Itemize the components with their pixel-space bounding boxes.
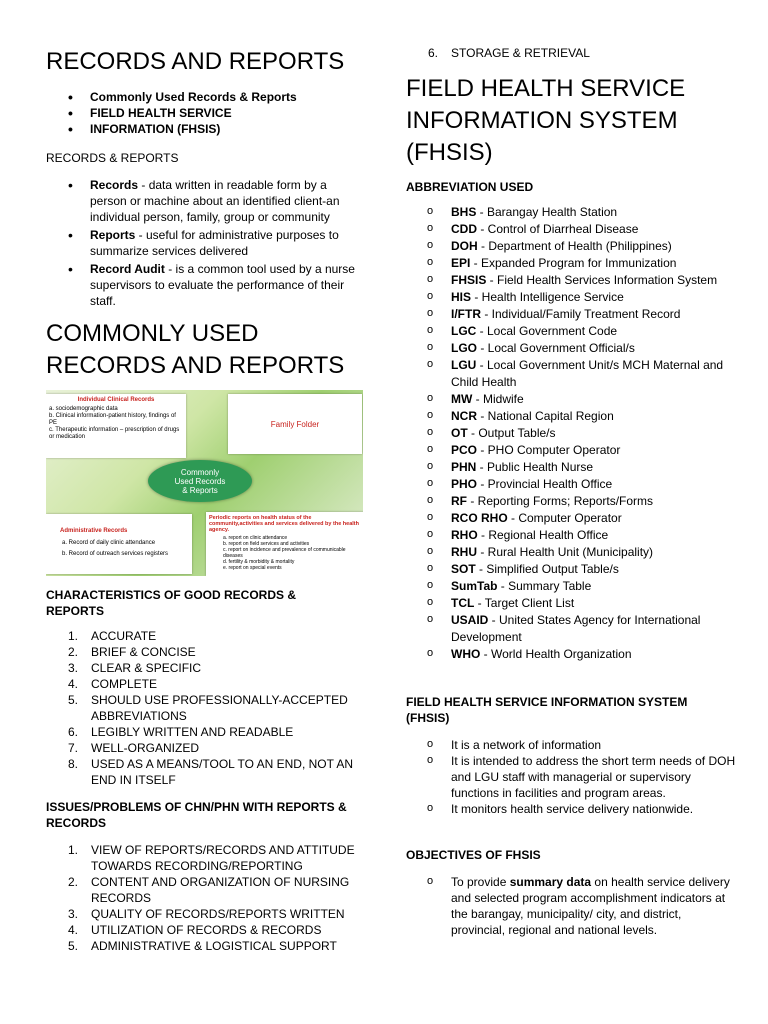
list-item: o LGO - Local Government Official/s	[406, 340, 736, 357]
list-item: o HIS - Health Intelligence Service	[406, 289, 736, 306]
center-ellipse: Commonly Used Records & Reports	[148, 460, 252, 502]
list-item: 6. LEGIBLY WRITTEN AND READABLE	[68, 725, 294, 739]
list-item: 3. QUALITY OF RECORDS/REPORTS WRITTEN	[68, 907, 345, 921]
list-item: • Commonly Used Records & Reports	[46, 89, 366, 105]
list-item: o FHSIS - Field Health Services Information System	[406, 272, 736, 289]
fhsis-title: FIELD HEALTH SERVICE INFORMATION SYSTEM (FHSIS)	[406, 75, 686, 166]
list-item: o To provide summary data on health service delivery and selected program accomplishment indicators at the barangay, municipality/ city, and district, provincial, regional and national levels.	[406, 874, 736, 938]
list-item: 2. BRIEF & CONCISE	[68, 645, 196, 659]
list-item: o LGC - Local Government Code	[406, 323, 736, 340]
list-item: o NCR - National Capital Region	[406, 408, 736, 425]
commonly-used-records-diagram	[46, 390, 363, 576]
intro-bullets	[46, 89, 366, 137]
list-item: o PHN - Public Health Nurse	[406, 459, 736, 476]
list-item: o RHO - Regional Health Office	[406, 527, 736, 544]
administrative-records-box: Administrative Records a. Record of daily clinic attendance b. Record of outreach services registers	[46, 514, 192, 574]
records-reports-list	[46, 177, 366, 309]
list-item: o RHU - Rural Health Unit (Municipality)	[406, 544, 736, 561]
list-item: • Records - data written in readable form by a person or machine about an identified client-an individual person, family, group or community	[46, 177, 366, 225]
list-item: 3. CLEAR & SPECIFIC	[68, 661, 202, 675]
storage-list	[406, 45, 746, 61]
list-item: o EPI - Expanded Program for Immunization	[406, 255, 736, 272]
list-item: o MW - Midwife	[406, 391, 736, 408]
section-heading-fhsis: FIELD HEALTH SERVICE INFORMATION SYSTEM (FHSIS)	[406, 695, 688, 725]
section-heading-abbreviations: ABBREVIATION USED	[406, 180, 534, 194]
page-title: RECORDS AND REPORTS	[46, 48, 345, 75]
section-heading-records-reports: RECORDS & REPORTS	[46, 151, 179, 165]
abbreviation-list	[406, 204, 736, 663]
section-heading-issues: ISSUES/PROBLEMS OF CHN/PHN WITH REPORTS & RECORDS	[46, 800, 347, 830]
list-item: o RCO RHO - Computer Operator	[406, 510, 736, 527]
list-item: 1. VIEW OF REPORTS/RECORDS AND ATTITUDE TOWARDS RECORDING/REPORTING	[68, 843, 355, 873]
characteristics-list	[46, 628, 366, 788]
section-title-commonly-used: COMMONLY USED RECORDS AND REPORTS	[46, 320, 345, 379]
list-item: o I/FTR - Individual/Family Treatment Record	[406, 306, 736, 323]
list-item: o SOT - Simplified Output Table/s	[406, 561, 736, 578]
list-item: o LGU - Local Government Unit/s MCH Maternal and Child Health	[406, 357, 736, 391]
family-folder-box: Family Folder	[228, 394, 362, 454]
list-item: 7. WELL-ORGANIZED	[68, 741, 200, 755]
list-item: o PHO - Provincial Health Office	[406, 476, 736, 493]
list-item: 5. SHOULD USE PROFESSIONALLY-ACCEPTED ABBREVIATIONS	[68, 693, 348, 723]
list-item: • FIELD HEALTH SERVICE	[46, 105, 366, 121]
list-item: o It monitors health service delivery nationwide.	[406, 801, 736, 817]
list-item: • Record Audit - is a common tool used by a nurse supervisors to evaluate the performance of their staff.	[46, 261, 366, 309]
list-item: 2. CONTENT AND ORGANIZATION OF NURSING RECORDS	[68, 875, 350, 905]
list-item: o WHO - World Health Organization	[406, 646, 736, 663]
list-item: o DOH - Department of Health (Philippines)	[406, 238, 736, 255]
list-item: 5. ADMINISTRATIVE & LOGISTICAL SUPPORT	[68, 939, 337, 953]
individual-clinical-records-box: Individual Clinical Records a. sociodemographic data b. Clinical information-patient history, findings of PE c. Therapeutic information – prescription of drugs or medication	[46, 394, 186, 458]
issues-list	[46, 842, 366, 954]
list-item: 4. COMPLETE	[68, 677, 158, 691]
list-item: 6. STORAGE & RETRIEVAL	[428, 46, 590, 60]
section-heading-characteristics: CHARACTERISTICS OF GOOD RECORDS & REPORTS	[46, 588, 297, 618]
list-item: • Reports - useful for administrative purposes to summarize services delivered	[46, 227, 366, 259]
list-item: o BHS - Barangay Health Station	[406, 204, 736, 221]
section-heading-objectives: OBJECTIVES OF FHSIS	[406, 848, 541, 862]
list-item: o TCL - Target Client List	[406, 595, 736, 612]
periodic-reports-box: Periodic reports on health status of the community,activities and services delivered by the health agency. a. report on clinic attendance b. report on field services and activities c. report on incidence and prevalence of communicable diseases d. fertility & morbidity & mortality e. report on special events	[206, 512, 363, 576]
list-item: 8. USED AS A MEANS/TOOL TO AN END, NOT AN END IN ITSELF	[68, 757, 354, 787]
list-item: 1. ACCURATE	[68, 629, 157, 643]
list-item: o It is a network of information	[406, 737, 736, 753]
list-item: o CDD - Control of Diarrheal Disease	[406, 221, 736, 238]
list-item: o RF - Reporting Forms; Reports/Forms	[406, 493, 736, 510]
list-item: o SumTab - Summary Table	[406, 578, 736, 595]
list-item: o PCO - PHO Computer Operator	[406, 442, 736, 459]
list-item: 4. UTILIZATION OF RECORDS & RECORDS	[68, 923, 322, 937]
list-item: o OT - Output Table/s	[406, 425, 736, 442]
objectives-list	[406, 874, 736, 938]
list-item: • INFORMATION (FHSIS)	[46, 121, 366, 137]
fhsis-list	[406, 737, 736, 817]
list-item: o It is intended to address the short term needs of DOH and LGU staff with managerial or supervisory functions in facilities and program areas.	[406, 753, 736, 801]
list-item: o USAID - United States Agency for International Development	[406, 612, 736, 646]
